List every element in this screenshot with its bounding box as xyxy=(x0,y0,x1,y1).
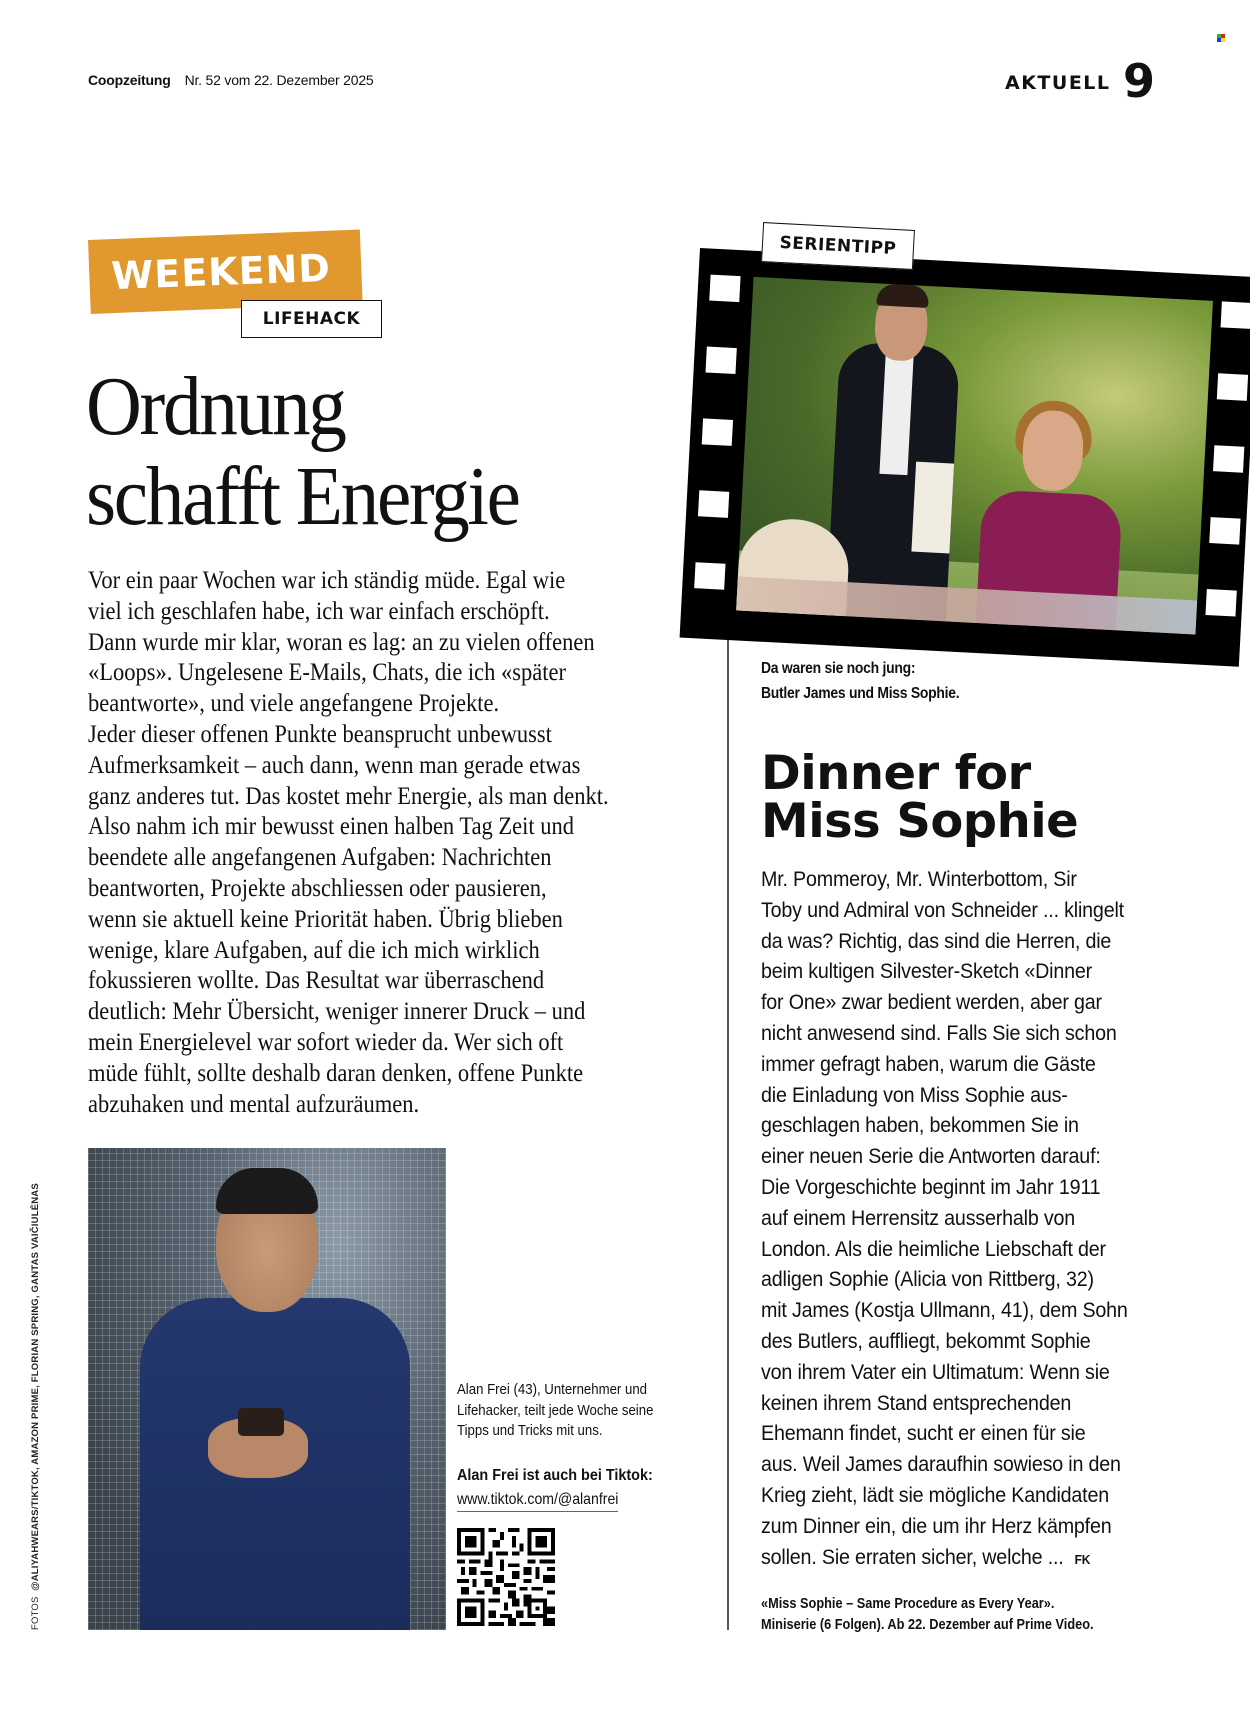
headline-line: Miss Sophie xyxy=(761,794,1079,849)
body-line: Toby und Admiral von Schneider ... klingelt xyxy=(761,897,1124,922)
body-line: von ihrem Vater ein Ultimatum: Wenn sie xyxy=(761,1359,1110,1384)
body-line: London. Als die heimliche Liebschaft der xyxy=(761,1236,1106,1261)
serientipp-tag xyxy=(761,222,915,270)
film-sprocket-icon xyxy=(694,562,725,590)
body-line: beim kultigen Silvester-Sketch «Dinner xyxy=(761,959,1092,984)
photo-credit xyxy=(30,1183,41,1630)
body-line: zum Dinner ein, die um ihr Herz kämpfen xyxy=(761,1513,1112,1538)
author-initials: FK xyxy=(1074,1551,1091,1567)
body-line: Krieg zieht, lädt sie mögliche Kandidaten xyxy=(761,1482,1110,1507)
lifehack-tag-label: LIFEHACK xyxy=(262,309,361,329)
caption-line: Alan Frei (43), Unternehmer und xyxy=(457,1381,648,1398)
lifehack-tag xyxy=(241,300,382,338)
film-sprocket-icon xyxy=(705,346,736,374)
body-line: da was? Richtig, das sind die Herren, die xyxy=(761,928,1112,953)
film-sprocket-icon xyxy=(1213,445,1244,473)
publication-name: Coopzeitung xyxy=(88,72,171,88)
caption-line: Butler James und Miss Sophie. xyxy=(761,685,960,702)
film-sprocket-icon xyxy=(709,275,740,303)
body-line: Ehemann findet, sucht er einen für sie xyxy=(761,1421,1086,1446)
body-line: beendete alle angefangenen Aufgaben: Nachrichten xyxy=(88,844,552,872)
body-line: Mr. Pommeroy, Mr. Winterbottom, Sir xyxy=(761,867,1077,891)
body-line: mein Energielevel war sofort wieder da. Wer sich oft xyxy=(88,1028,564,1056)
caption-line: Da waren sie noch jung: xyxy=(761,660,916,677)
body-line: Aufmerksamkeit – auch dann, wenn man gerade etwas xyxy=(88,751,581,779)
body-line: die Einladung von Miss Sophie aus- xyxy=(761,1082,1068,1107)
body-line: Jeder dieser offenen Punkte beansprucht unbewusst xyxy=(88,720,552,748)
series-still-photo xyxy=(736,277,1213,635)
tiktok-link[interactable]: www.tiktok.com/@alanfrei xyxy=(457,1491,618,1512)
footer-line: «Miss Sophie – Same Procedure as Every Year». xyxy=(761,1596,1055,1612)
headline-line: Dinner for xyxy=(761,746,1031,801)
caption-line: Lifehacker, teilt jede Woche seine xyxy=(457,1401,654,1419)
lifehack-headline xyxy=(86,362,556,542)
headline-line: schafft Energie xyxy=(86,450,519,543)
page-header-left xyxy=(88,72,374,88)
print-color-mark-icon xyxy=(1217,34,1225,42)
film-strip-frame xyxy=(680,248,1250,667)
body-line: keinen ihrem Stand entsprechenden xyxy=(761,1390,1072,1415)
body-line: deutlich: Mehr Übersicht, weniger innerer Druck – und xyxy=(88,998,586,1026)
body-line: des Butlers, auffliegt, bekommt Sophie xyxy=(761,1328,1091,1353)
body-line: for One» zwar bedient werden, aber gar xyxy=(761,990,1102,1015)
body-line: geschlagen haben, bekommen Sie in xyxy=(761,1113,1079,1138)
body-line: fokussieren wollte. Das Resultat war überraschend xyxy=(88,967,545,995)
issue-date: Nr. 52 vom 22. Dezember 2025 xyxy=(184,72,374,88)
photo-credit-sources: @ALIYAHWEARS/TIKTOK, AMAZON PRIME, FLORIAN SPRING, GANTAS VAIČIULĖNAS xyxy=(30,1183,41,1591)
body-line: «Loops». Ungelesene E-Mails, Chats, die ich «später xyxy=(88,659,567,687)
body-line: sollen. Sie erraten sicher, welche ... xyxy=(761,1544,1064,1569)
section-title: AKTUELL xyxy=(1005,72,1111,94)
body-line: Dann wurde mir klar, woran es lag: an zu vielen offenen xyxy=(88,628,595,656)
body-line: beantworte», und viele angefangene Projekte. xyxy=(88,690,500,718)
page-number: 9 xyxy=(1123,54,1156,108)
body-line: Die Vorgeschichte beginnt im Jahr 1911 xyxy=(761,1174,1101,1199)
photo-butler-hair xyxy=(876,283,929,308)
film-sprocket-icon xyxy=(1221,301,1250,329)
body-line: einer neuen Serie die Antworten darauf: xyxy=(761,1144,1101,1169)
film-sprocket-icon xyxy=(1209,517,1240,545)
series-headline xyxy=(761,746,1079,849)
column-divider xyxy=(727,622,729,1630)
film-sprocket-icon xyxy=(1205,589,1236,617)
body-line: adligen Sophie (Alicia von Rittberg, 32) xyxy=(761,1267,1094,1292)
body-line: nicht anwesend sind. Falls Sie sich schon xyxy=(761,1020,1117,1045)
film-sprocket-icon xyxy=(698,490,729,518)
body-line: mit James (Kostja Ullmann, 41), dem Sohn xyxy=(761,1298,1128,1323)
photo-phone xyxy=(238,1408,284,1436)
lifehack-body xyxy=(88,566,708,1120)
headline-line: Ordnung xyxy=(86,360,345,453)
body-line: Vor ein paar Wochen war ich ständig müde. Egal wie xyxy=(88,567,566,594)
serientipp-tag-label: SERIENTIPP xyxy=(779,232,897,260)
body-line: viel ich geschlafen habe, ich war einfach erschöpft. xyxy=(88,597,550,625)
body-line: müde fühlt, sollte deshalb daran denken, offene Punkte xyxy=(88,1059,584,1087)
series-photo-caption xyxy=(761,656,981,706)
photo-credit-label: FOTOS xyxy=(30,1596,41,1630)
body-line: immer gefragt haben, warum die Gäste xyxy=(761,1051,1096,1076)
photo-figure-hair xyxy=(216,1168,318,1214)
film-sprocket-icon xyxy=(702,418,733,446)
body-line: wenige, klare Aufgaben, auf die ich mich wirklich xyxy=(88,936,540,964)
photo-napkin xyxy=(911,462,954,554)
body-line-last xyxy=(761,1542,1128,1576)
series-body xyxy=(761,864,1160,1575)
body-line: aus. Weil James daraufhin sowieso in den xyxy=(761,1452,1121,1477)
body-line: Also nahm ich mir bewusst einen halben Tag Zeit und xyxy=(88,813,575,841)
body-line: abzuhaken und mental aufzuräumen. xyxy=(88,1090,420,1118)
author-caption xyxy=(457,1380,697,1442)
weekend-badge-label: WEEKEND xyxy=(110,245,332,299)
author-photo xyxy=(88,1148,446,1630)
footer-line: Miniserie (6 Folgen). Ab 22. Dezember auf Prime Video. xyxy=(761,1617,1094,1633)
film-sprocket-icon xyxy=(1217,373,1248,401)
photo-sophie-head xyxy=(1021,409,1085,492)
body-line: wenn sie aktuell keine Priorität haben. Übrig blieben xyxy=(88,905,563,933)
body-line: ganz anderes tut. Das kostet mehr Energie, als man denkt. xyxy=(88,782,609,810)
qr-code-icon[interactable] xyxy=(457,1528,555,1626)
caption-line: Tipps und Tricks mit uns. xyxy=(457,1422,603,1439)
series-info-footer xyxy=(761,1594,1139,1636)
body-line: beantworten, Projekte abschliessen oder pausieren, xyxy=(88,874,547,902)
body-line: auf einem Herrensitz ausserhalb von xyxy=(761,1205,1076,1230)
tiktok-label: Alan Frei ist auch bei Tiktok: xyxy=(457,1467,653,1484)
